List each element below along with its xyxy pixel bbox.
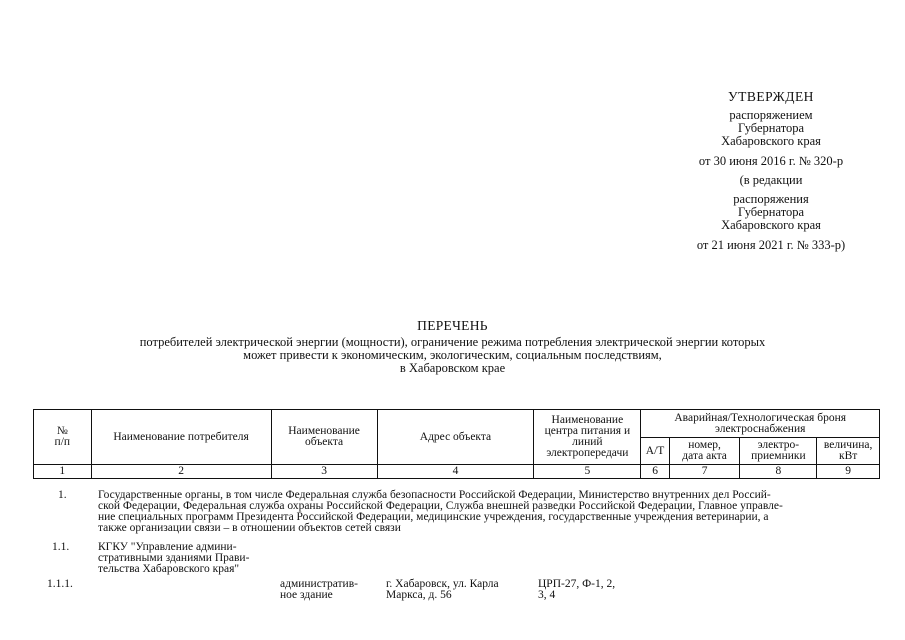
consumers-table bbox=[33, 409, 880, 479]
column-number: 6 bbox=[641, 465, 669, 479]
approval-authority: распоряжением Губернатора Хабаровского края bbox=[721, 108, 821, 148]
column-number: 7 bbox=[669, 465, 740, 479]
document-subtitle: потребителей электрической энергии (мощности), ограничение режима потребления электрической энергии которых может привести к экономическим, экологическим, социальным последствиям, в Хабаровском крае bbox=[139, 335, 766, 375]
approval-stamp bbox=[636, 90, 905, 252]
column-number: 9 bbox=[817, 465, 880, 479]
row-number: 1. bbox=[58, 489, 67, 501]
row-power-center: ЦРП-27, Ф-1, 2, 3, 4 bbox=[538, 578, 616, 601]
header-act: номер, дата акта bbox=[669, 438, 740, 465]
row-object-name: административ- ное здание bbox=[280, 578, 358, 601]
header-reserve: Аварийная/Технологическая броня электроснабжения bbox=[641, 410, 880, 438]
column-number: 4 bbox=[377, 465, 534, 479]
approval-date: от 30 июня 2016 г. № 320-р bbox=[698, 154, 844, 168]
row-number: 1.1. bbox=[52, 541, 70, 553]
column-number: 2 bbox=[91, 465, 271, 479]
column-number: 1 bbox=[34, 465, 92, 479]
header-address: Адрес объекта bbox=[377, 410, 534, 465]
header-power-center: Наименование центра питания и линий электропередачи bbox=[534, 410, 641, 465]
edition-authority: распоряжения Губернатора Хабаровского края bbox=[721, 192, 821, 232]
header-value: величина, кВт bbox=[817, 438, 880, 465]
column-number: 8 bbox=[740, 465, 817, 479]
row-consumer-name: КГКУ "Управление админи- стративными зданиями Прави- тельства Хабаровского края" bbox=[98, 541, 250, 575]
approval-title: УТВЕРЖДЕН bbox=[728, 89, 814, 104]
header-at: А/Т bbox=[641, 438, 669, 465]
column-numbers-row bbox=[34, 465, 880, 479]
header-num: № п/п bbox=[34, 410, 92, 465]
row-number: 1.1.1. bbox=[47, 578, 73, 590]
document-title: ПЕРЕЧЕНЬ bbox=[417, 318, 488, 333]
row-category-text: Государственные органы, в том числе Федеральная служба безопасности Российской Федерации, Министерство внутренних дел Россий- ской Федерации, Федеральная служба охраны Российской Федерации, Служба внешней разведки Российской Федерации, Главное управле- ние специальных программ Президента Российской Федерации, медицинские учреждения, государственные учреждения ветеринарии, а также организации связи – в отношении объектов сетей связи bbox=[98, 489, 783, 534]
column-number: 5 bbox=[534, 465, 641, 479]
column-number: 3 bbox=[271, 465, 377, 479]
header-consumer: Наименование потребителя bbox=[91, 410, 271, 465]
header-receivers: электро- приемники bbox=[740, 438, 817, 465]
edition-date: от 21 июня 2021 г. № 333-р) bbox=[696, 238, 846, 252]
edition-note: (в редакции bbox=[739, 173, 803, 187]
header-object: Наименование объекта bbox=[271, 410, 377, 465]
row-address: г. Хабаровск, ул. Карла Маркса, д. 56 bbox=[386, 578, 499, 601]
